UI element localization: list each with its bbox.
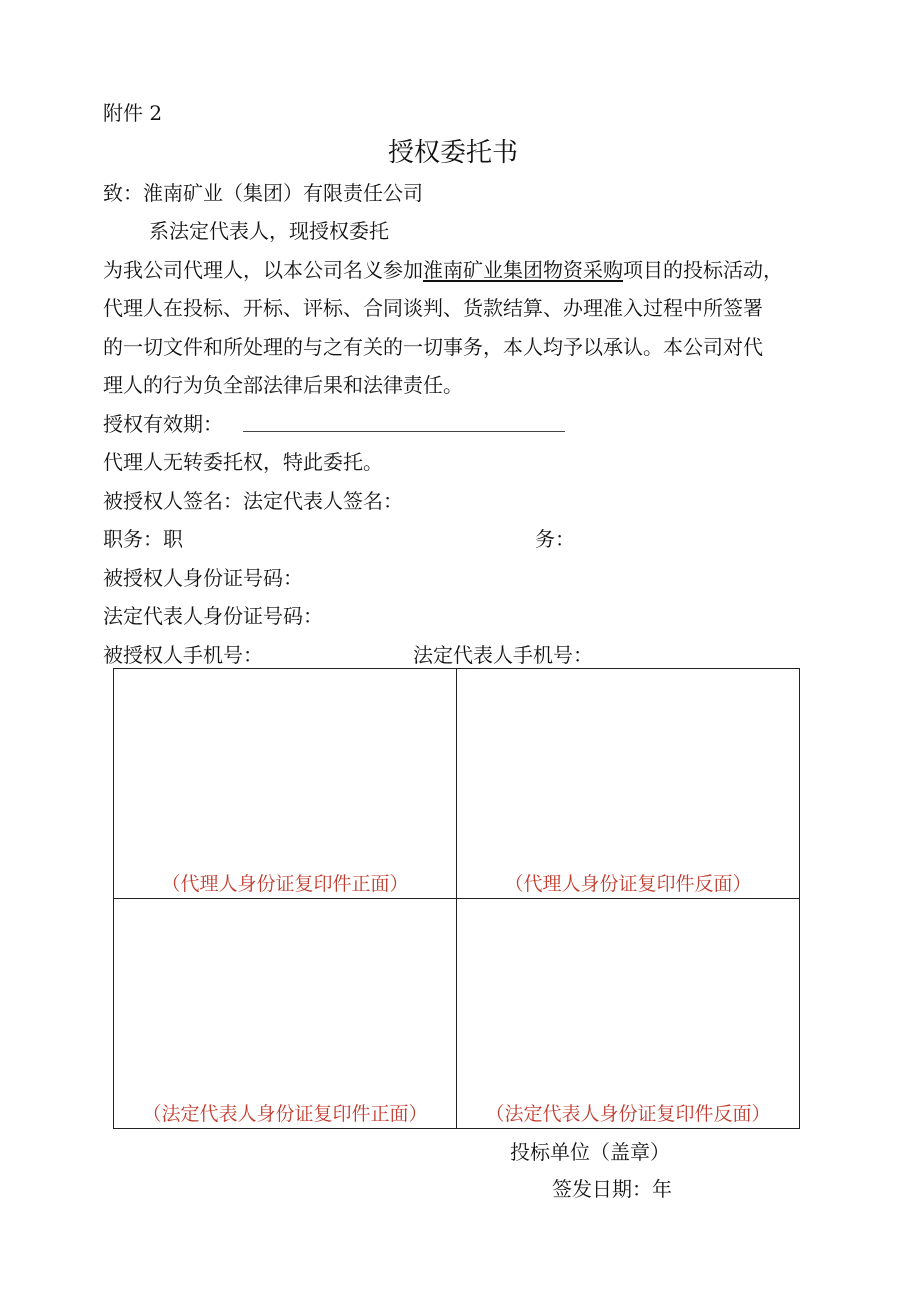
validity-blank-line: [243, 431, 565, 432]
issue-date-label: 签发日期：年: [552, 1177, 672, 1201]
attachment-label: 附件 2: [103, 101, 163, 125]
body-line-3: 代理人在投标、开标、评标、合同谈判、货款结算、办理准入过程中所签署: [103, 296, 763, 320]
project-name: 淮南矿业集团物资采购: [423, 258, 623, 282]
agent-id-front-caption: （代理人身份证复印件正面）: [161, 873, 409, 895]
agent-id-back-cell: [457, 669, 799, 898]
bidder-seal-label: 投标单位（盖章）: [510, 1140, 670, 1164]
legal-rep-id-back-caption: （法定代表人身份证复印件反面）: [485, 1103, 771, 1125]
validity-label: 授权有效期：: [103, 412, 223, 436]
legal-rep-id-label: 法定代表人身份证号码：: [103, 604, 323, 628]
no-transfer-statement: 代理人无转委托权，特此委托。: [103, 450, 383, 474]
body-line-5: 理人的行为负全部法律后果和法律责任。: [103, 373, 463, 397]
legal-rep-id-back-cell: [457, 899, 799, 1128]
agent-id-back-caption: （代理人身份证复印件反面）: [504, 873, 752, 895]
agent-id-label: 被授权人身份证号码：: [103, 566, 303, 590]
body-line-2: [103, 258, 783, 282]
signature-line: 被授权人签名：法定代表人签名：: [103, 489, 403, 513]
body-line-2-suffix: 项目的投标活动，: [623, 258, 783, 282]
id-copy-table: [113, 668, 800, 1129]
agent-id-front-cell: [114, 669, 456, 898]
legal-rep-id-front-cell: [114, 899, 456, 1128]
recipient-line: 致：淮南矿业（集团）有限责任公司: [103, 181, 423, 205]
position-label-right: 务：: [535, 527, 575, 551]
legal-rep-id-front-caption: （法定代表人身份证复印件正面）: [142, 1103, 428, 1125]
document-title: 授权委托书: [388, 138, 519, 168]
position-label-left: 职务：职: [103, 527, 183, 551]
agent-phone-label: 被授权人手机号：: [103, 643, 263, 667]
body-line-1: 系法定代表人，现授权委托: [149, 219, 389, 243]
legal-rep-phone-label: 法定代表人手机号：: [413, 643, 593, 667]
body-line-4: 的一切文件和所处理的与之有关的一切事务，本人均予以承认。本公司对代: [103, 335, 763, 359]
body-line-2-prefix: 为我公司代理人，以本公司名义参加: [103, 258, 423, 282]
